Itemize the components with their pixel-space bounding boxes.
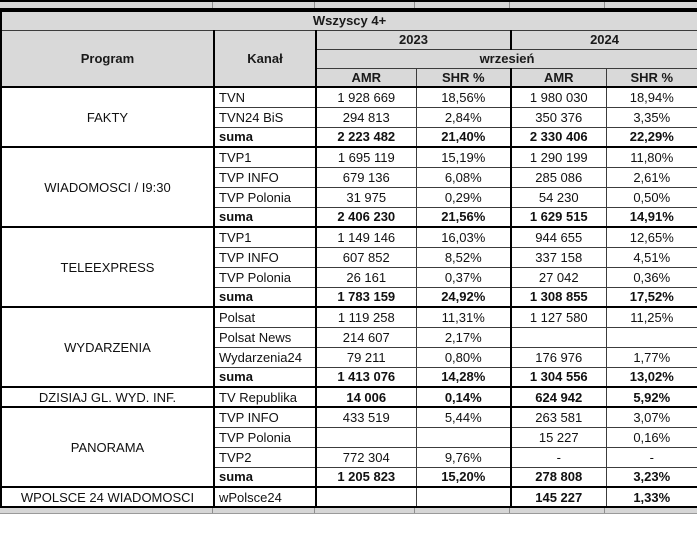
shr-2024-cell: -: [606, 447, 697, 467]
column-divider: [604, 508, 605, 513]
shr-2023-cell: 16,03%: [416, 227, 511, 247]
amr-2023-cell: 1 413 076: [316, 367, 416, 387]
program-cell: DZISIAJ GL. WYD. INF.: [1, 387, 214, 407]
kanal-cell: TVP1: [214, 227, 316, 247]
shr-2024-cell: 3,23%: [606, 467, 697, 487]
shr-2024-cell: 22,29%: [606, 127, 697, 147]
kanal-cell: suma: [214, 287, 316, 307]
amr-2024-cell: 2 330 406: [511, 127, 606, 147]
viewership-table: [0, 10, 697, 508]
shr-2023-cell: 21,56%: [416, 207, 511, 227]
audience-header-row: [1, 11, 697, 30]
amr-2023-cell: 679 136: [316, 167, 416, 187]
amr-2024-cell: 1 308 855: [511, 287, 606, 307]
amr-2023-cell: 607 852: [316, 247, 416, 267]
program-cell: TELEEXPRESS: [1, 227, 214, 307]
kanal-cell: Polsat: [214, 307, 316, 327]
shr-2023-cell: 2,84%: [416, 107, 511, 127]
shr-2024-cell: 11,80%: [606, 147, 697, 167]
table-row: [1, 87, 697, 107]
kanal-cell: Wydarzenia24: [214, 347, 316, 367]
kanal-cell: TVP INFO: [214, 407, 316, 427]
shr-2023-cell: 11,31%: [416, 307, 511, 327]
amr-2024-cell: 1 304 556: [511, 367, 606, 387]
table-row: [1, 387, 697, 407]
shr-2023-cell: 8,52%: [416, 247, 511, 267]
kanal-column-header: Kanał: [214, 30, 316, 87]
amr-2023-cell: 2 406 230: [316, 207, 416, 227]
amr-2023-cell: 2 223 482: [316, 127, 416, 147]
column-divider: [509, 508, 510, 513]
shr-2023-cell: 15,19%: [416, 147, 511, 167]
shr-2023-cell: 18,56%: [416, 87, 511, 107]
shr-2024-cell: 1,33%: [606, 487, 697, 507]
kanal-cell: Polsat News: [214, 327, 316, 347]
amr-2024-cell: 337 158: [511, 247, 606, 267]
kanal-cell: TVP INFO: [214, 167, 316, 187]
column-divider: [212, 2, 213, 8]
shr-2023-cell: 24,92%: [416, 287, 511, 307]
shr-2024-cell: 5,92%: [606, 387, 697, 407]
amr-2023-cell: 433 519: [316, 407, 416, 427]
amr-2024-cell: 145 227: [511, 487, 606, 507]
year-2024-header: 2024: [511, 30, 697, 49]
kanal-cell: TVN: [214, 87, 316, 107]
amr-2024-cell: 944 655: [511, 227, 606, 247]
amr-2024-cell: 285 086: [511, 167, 606, 187]
program-cell: WIADOMOSCI / I9:30: [1, 147, 214, 227]
amr-2023-cell: 31 975: [316, 187, 416, 207]
amr-2024-cell: 27 042: [511, 267, 606, 287]
amr-2024-cell: 54 230: [511, 187, 606, 207]
program-column-header: Program: [1, 30, 214, 87]
amr-2023-cell: [316, 427, 416, 447]
amr-2023-cell: 1 205 823: [316, 467, 416, 487]
program-cell: WPOLSCE 24 WIADOMOSCI: [1, 487, 214, 507]
shr-2023-cell: 15,20%: [416, 467, 511, 487]
shr-2023-cell: [416, 487, 511, 507]
amr-2023-cell: 14 006: [316, 387, 416, 407]
program-cell: FAKTY: [1, 87, 214, 147]
amr-2024-header: AMR: [511, 68, 606, 87]
amr-2023-cell: 1 928 669: [316, 87, 416, 107]
amr-2024-cell: -: [511, 447, 606, 467]
shr-2024-cell: 0,16%: [606, 427, 697, 447]
shr-2024-cell: 18,94%: [606, 87, 697, 107]
shr-2023-cell: 9,76%: [416, 447, 511, 467]
column-divider: [414, 508, 415, 513]
column-divider: [314, 2, 315, 8]
column-divider: [509, 2, 510, 8]
shr-2023-cell: 6,08%: [416, 167, 511, 187]
kanal-cell: suma: [214, 367, 316, 387]
shr-2023-cell: 5,44%: [416, 407, 511, 427]
month-header-cell: wrzesień: [316, 49, 697, 68]
audience-header-cell: Wszyscy 4+: [1, 11, 697, 30]
shr-2024-cell: 0,36%: [606, 267, 697, 287]
table-row: [1, 227, 697, 247]
amr-2023-cell: 1 783 159: [316, 287, 416, 307]
amr-2024-cell: 15 227: [511, 427, 606, 447]
kanal-cell: TVP INFO: [214, 247, 316, 267]
shr-2023-cell: 0,14%: [416, 387, 511, 407]
shr-2024-cell: 12,65%: [606, 227, 697, 247]
amr-2023-header: AMR: [316, 68, 416, 87]
amr-2024-cell: 1 629 515: [511, 207, 606, 227]
year-2023-header: 2023: [316, 30, 511, 49]
table-row: [1, 407, 697, 427]
shr-2024-cell: 3,35%: [606, 107, 697, 127]
cropped-row-above: [0, 0, 697, 10]
kanal-cell: TVP Polonia: [214, 427, 316, 447]
kanal-cell: suma: [214, 467, 316, 487]
shr-2023-cell: 0,80%: [416, 347, 511, 367]
shr-2023-cell: 0,29%: [416, 187, 511, 207]
program-cell: PANORAMA: [1, 407, 214, 487]
shr-2024-cell: 4,51%: [606, 247, 697, 267]
amr-2023-cell: [316, 487, 416, 507]
amr-2024-cell: 278 808: [511, 467, 606, 487]
shr-2024-cell: 1,77%: [606, 347, 697, 367]
amr-2023-cell: 79 211: [316, 347, 416, 367]
shr-2023-cell: 14,28%: [416, 367, 511, 387]
cropped-row-below: [0, 508, 697, 514]
amr-2024-cell: 350 376: [511, 107, 606, 127]
amr-2024-cell: 624 942: [511, 387, 606, 407]
amr-2024-cell: [511, 327, 606, 347]
shr-2024-cell: 11,25%: [606, 307, 697, 327]
kanal-cell: suma: [214, 207, 316, 227]
amr-2023-cell: 1 695 119: [316, 147, 416, 167]
shr-2023-cell: 21,40%: [416, 127, 511, 147]
program-cell: WYDARZENIA: [1, 307, 214, 387]
shr-2023-cell: [416, 427, 511, 447]
kanal-cell: TVP Polonia: [214, 187, 316, 207]
shr-2024-cell: 3,07%: [606, 407, 697, 427]
shr-2024-cell: 17,52%: [606, 287, 697, 307]
amr-2024-cell: 263 581: [511, 407, 606, 427]
amr-2023-cell: 294 813: [316, 107, 416, 127]
amr-2024-cell: 1 290 199: [511, 147, 606, 167]
table-row: [1, 147, 697, 167]
kanal-cell: TVN24 BiS: [214, 107, 316, 127]
shr-2024-cell: 13,02%: [606, 367, 697, 387]
kanal-cell: TVP1: [214, 147, 316, 167]
column-divider: [414, 2, 415, 8]
kanal-cell: suma: [214, 127, 316, 147]
amr-2023-cell: 1 149 146: [316, 227, 416, 247]
kanal-cell: TVP2: [214, 447, 316, 467]
year-header-row: [1, 30, 697, 49]
shr-2023-cell: 0,37%: [416, 267, 511, 287]
shr-2024-cell: 0,50%: [606, 187, 697, 207]
table-row: [1, 307, 697, 327]
shr-2023-header: SHR %: [416, 68, 511, 87]
column-divider: [604, 2, 605, 8]
column-divider: [212, 508, 213, 513]
amr-2023-cell: 214 607: [316, 327, 416, 347]
amr-2023-cell: 1 119 258: [316, 307, 416, 327]
amr-2024-cell: 1 980 030: [511, 87, 606, 107]
kanal-cell: TV Republika: [214, 387, 316, 407]
shr-2024-cell: 2,61%: [606, 167, 697, 187]
shr-2023-cell: 2,17%: [416, 327, 511, 347]
shr-2024-cell: [606, 327, 697, 347]
amr-2023-cell: 26 161: [316, 267, 416, 287]
amr-2024-cell: 176 976: [511, 347, 606, 367]
kanal-cell: TVP Polonia: [214, 267, 316, 287]
kanal-cell: wPolsce24: [214, 487, 316, 507]
shr-2024-cell: 14,91%: [606, 207, 697, 227]
amr-2023-cell: 772 304: [316, 447, 416, 467]
table-row: [1, 487, 697, 507]
column-divider: [314, 508, 315, 513]
amr-2024-cell: 1 127 580: [511, 307, 606, 327]
shr-2024-header: SHR %: [606, 68, 697, 87]
